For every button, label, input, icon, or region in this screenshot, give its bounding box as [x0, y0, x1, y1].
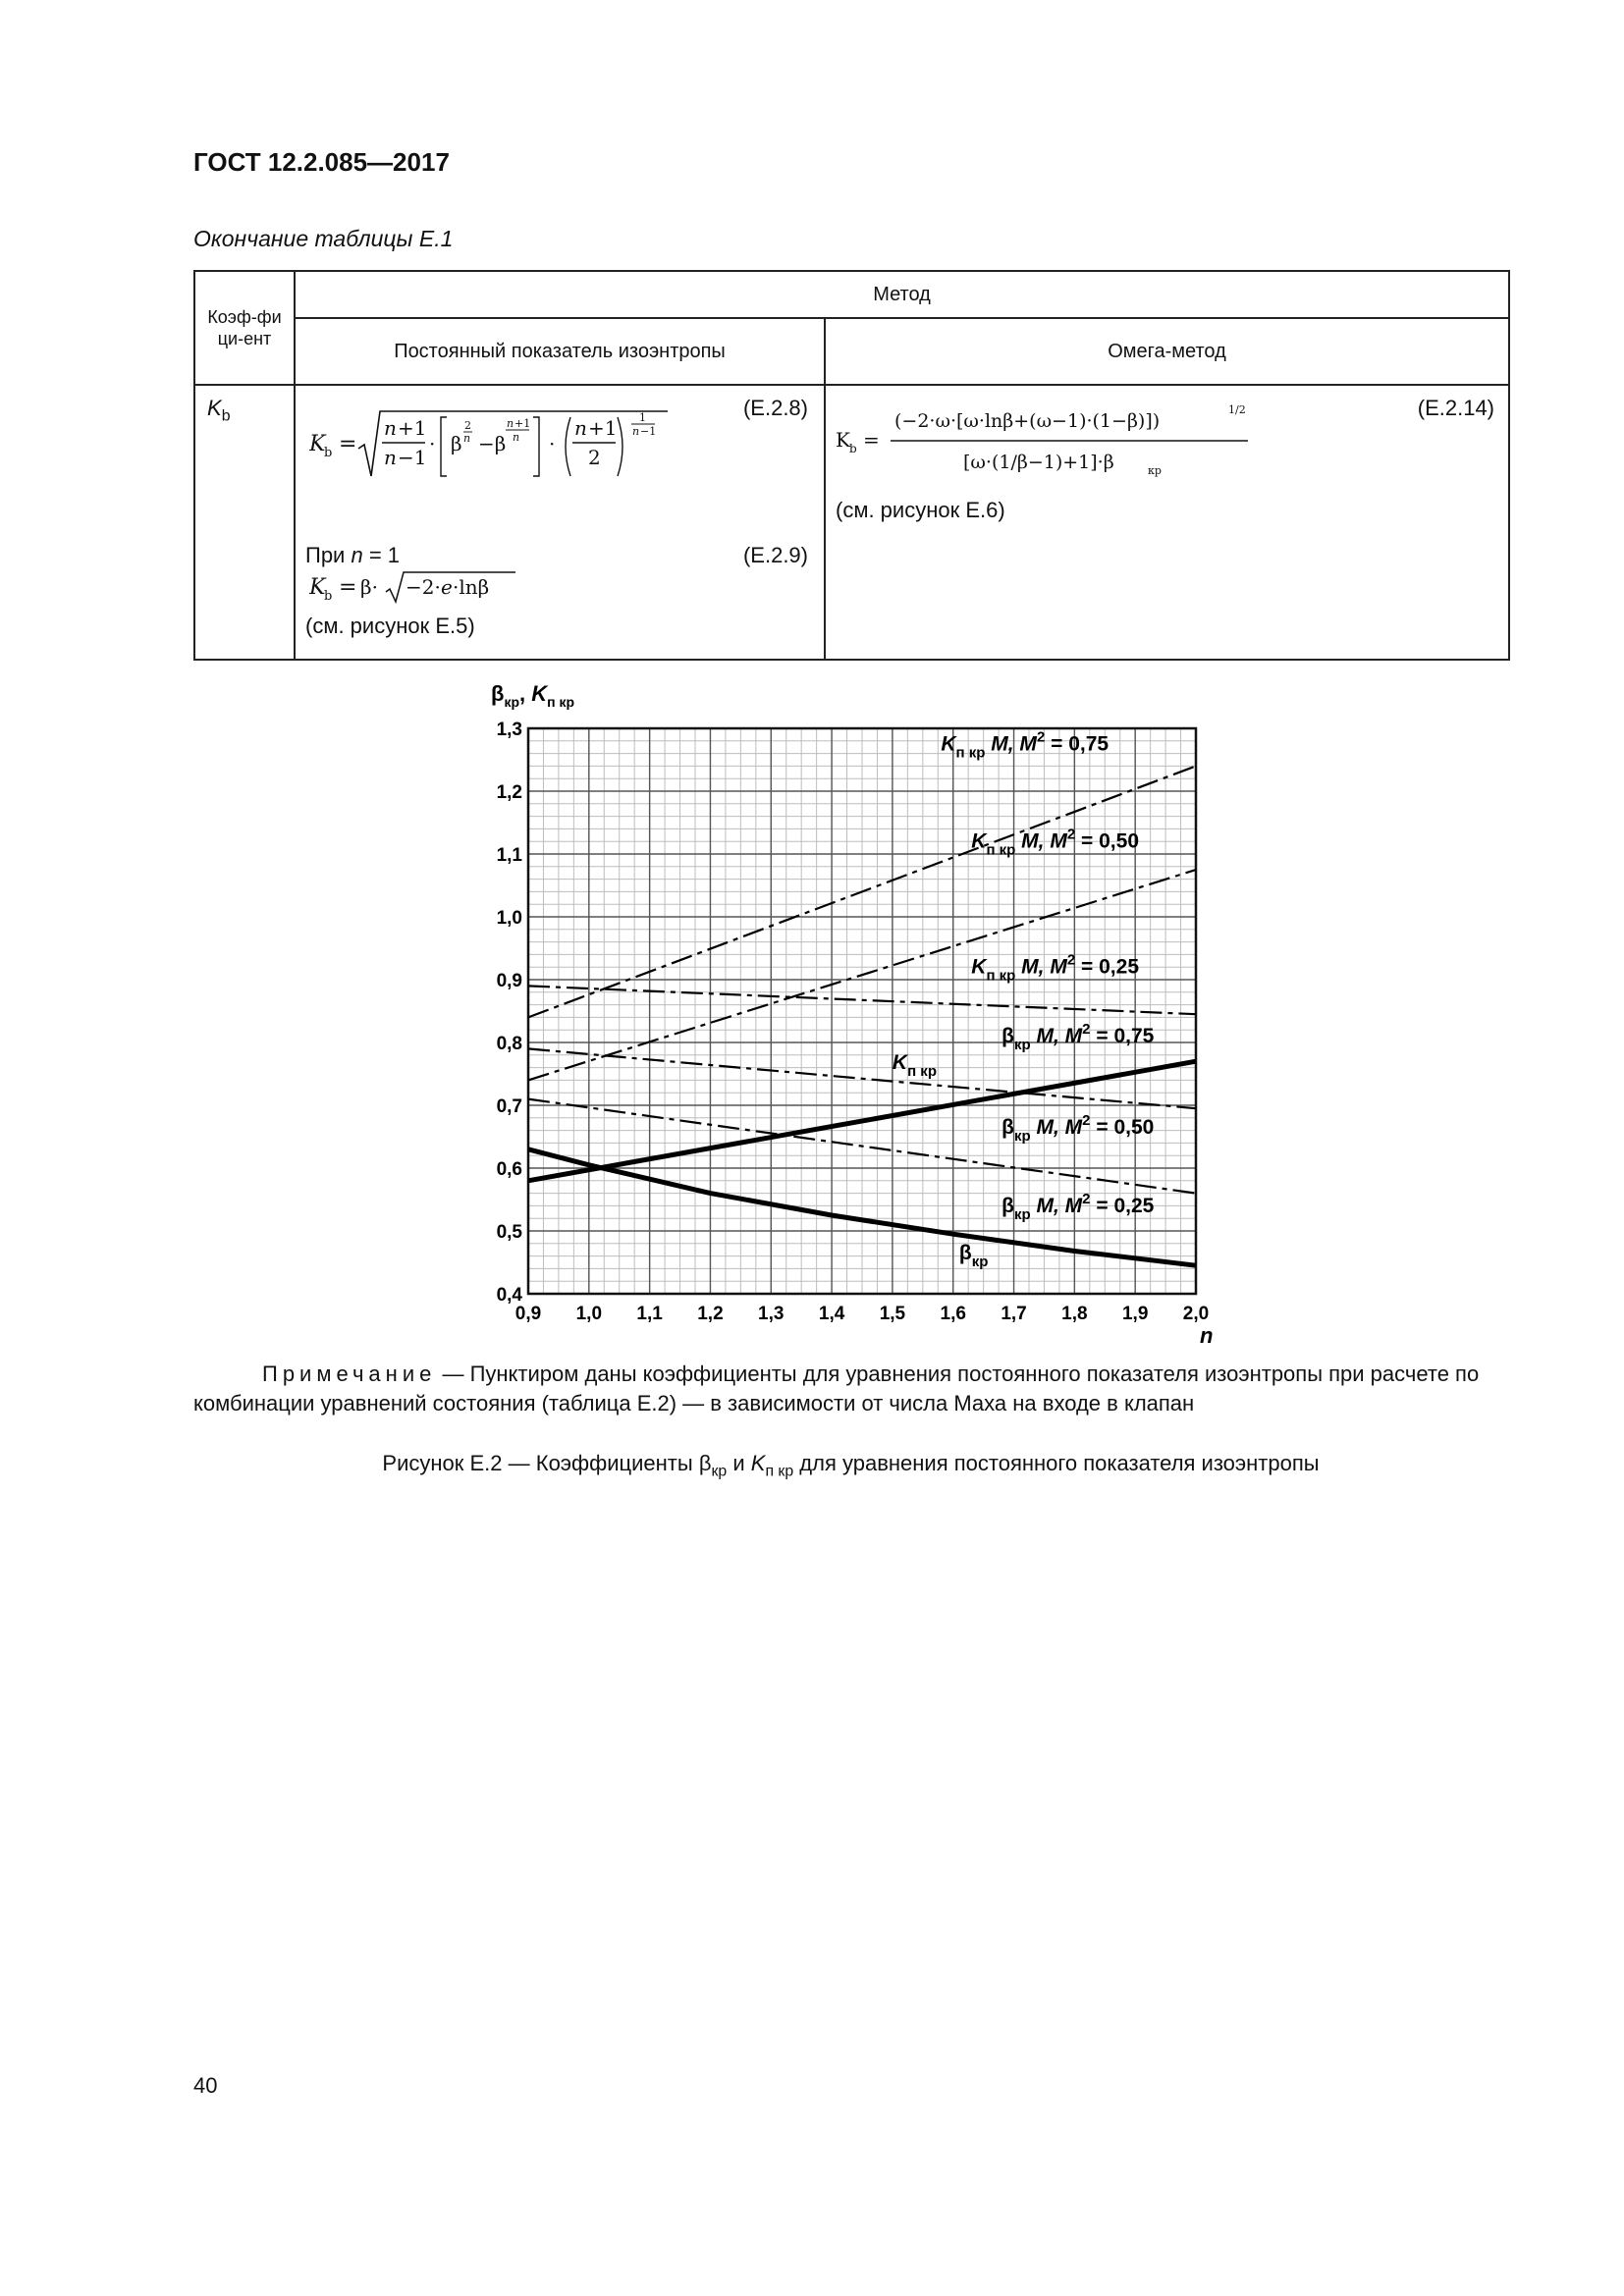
svg-text:b: b — [849, 442, 857, 455]
svg-text:n: n — [463, 432, 471, 445]
coef-cell — [194, 385, 295, 660]
y-tick-label: 0,8 — [496, 1034, 522, 1054]
y-tick-label: 0,4 — [496, 1285, 522, 1306]
formula-e29 — [309, 568, 535, 604]
svg-text:·: · — [429, 432, 436, 455]
x-tick-label: 0,9 — [514, 1304, 542, 1324]
svg-text:+1: +1 — [588, 416, 618, 440]
x-tick-label: 1,3 — [758, 1304, 785, 1324]
equation-number-e214: (Е.2.14) — [1417, 396, 1495, 420]
series-annotation: $\beta_{кр}$ M, $M^2 = 0,25$ — [1001, 1190, 1155, 1223]
svg-text:1: 1 — [639, 411, 646, 424]
series-annotation: $K_{п кр}$ M, $M^2 = 0,75$ — [941, 728, 1110, 762]
y-tick-label: 0,7 — [496, 1096, 522, 1117]
svg-text:=: = — [863, 428, 880, 452]
isentropic-cell — [295, 385, 825, 660]
page-number: 40 — [193, 2073, 218, 2098]
omega-cell — [825, 385, 1509, 660]
series-annotation: $\beta_{кр}$ M, $M^2 = 0,75$ — [1001, 1021, 1155, 1053]
x-axis-label: n — [1200, 1323, 1214, 1348]
x-tick-label: 1,4 — [818, 1304, 845, 1324]
x-tick-label: 1,1 — [636, 1304, 663, 1324]
svg-text:+1: +1 — [514, 417, 531, 430]
y-tick-label: 1,0 — [496, 908, 522, 929]
formula-e214 — [836, 401, 1268, 490]
svg-text:β·: β· — [360, 575, 378, 599]
svg-text:n: n — [384, 446, 397, 469]
note-paragraph — [193, 1360, 1508, 1418]
y-tick-label: 1,3 — [496, 720, 522, 740]
x-tick-label: 2,0 — [1182, 1304, 1210, 1324]
svg-text:K: K — [836, 428, 850, 452]
svg-text:β: β — [451, 432, 462, 455]
x-tick-label: 1,5 — [879, 1304, 906, 1324]
coef-column-header-text: Коэф-фици-ент — [207, 307, 282, 348]
series-annotation: $K_{п кр}$ — [892, 1050, 937, 1080]
svg-text:+1: +1 — [398, 416, 427, 440]
svg-text:2: 2 — [464, 419, 471, 432]
svg-text:n: n — [574, 416, 587, 440]
coef-column-header — [194, 271, 295, 385]
coefficients-table — [193, 270, 1510, 661]
svg-text:кр: кр — [1148, 464, 1162, 477]
y-tick-label: 0,5 — [496, 1222, 522, 1243]
svg-text:·: · — [549, 432, 556, 455]
svg-text:−1: −1 — [640, 425, 657, 438]
svg-text:−2·: −2· — [406, 575, 441, 599]
y-tick-label: 1,1 — [496, 845, 522, 866]
svg-text:(−2·ω·[ω·lnβ+(ω−1)·(1−β)]): (−2·ω·[ω·lnβ+(ω−1)·(1−β)]) — [894, 410, 1161, 432]
x-tick-label: 1,2 — [697, 1304, 724, 1324]
svg-text:−1: −1 — [398, 446, 427, 469]
omega-column-header: Омега-метод — [825, 318, 1509, 385]
x-tick-label: 1,7 — [1001, 1304, 1027, 1324]
svg-text:−β: −β — [478, 432, 507, 455]
x-tick-label: 1,9 — [1121, 1304, 1149, 1324]
svg-text:n: n — [384, 416, 397, 440]
svg-text:·lnβ: ·lnβ — [453, 575, 490, 599]
equation-number-e29: (Е.2.9) — [742, 543, 808, 567]
svg-text:n: n — [513, 431, 520, 444]
formula-e28 — [309, 400, 682, 488]
y-axis-label: $\beta_{кр}$, $K_{п кр}$ — [491, 681, 575, 710]
figure-reference-e6: (см. рисунок Е.6) — [836, 498, 1005, 522]
svg-text:n: n — [632, 425, 640, 438]
series-annotation: $K_{п кр}$ M, $M^2 = 0,25$ — [971, 951, 1140, 985]
x-tick-label: 1,8 — [1061, 1304, 1088, 1324]
y-tick-label: 0,6 — [496, 1159, 522, 1180]
svg-text:b: b — [324, 446, 333, 460]
series-annotation: $\beta_{кр}$ — [958, 1241, 989, 1270]
case-condition: При n = 1 — [305, 543, 401, 567]
document-header: ГОСТ 12.2.085—2017 — [193, 147, 450, 177]
svg-text:n: n — [507, 417, 514, 430]
svg-text:[ω·(1/β−1)+1]·β: [ω·(1/β−1)+1]·β — [963, 452, 1114, 473]
svg-text:2: 2 — [588, 446, 601, 469]
svg-text:K: K — [309, 575, 326, 600]
svg-text:=: = — [339, 575, 357, 600]
y-tick-label: 0,9 — [496, 971, 522, 991]
note-text: — Пунктиром даны коэффициенты для уравнения постоянного показателя изоэнтропы при расчете по комбинации уравнений состояния (таблица Е.2) — в зависимости от числа Маха на входе в клапан — [193, 1362, 1480, 1415]
x-tick-label: 1,0 — [575, 1304, 603, 1324]
series-annotation: $K_{п кр}$ M, $M^2 = 0,50$ — [971, 826, 1140, 859]
note-label: Примечание — [262, 1362, 437, 1386]
figure-reference-e5: (см. рисунок Е.5) — [305, 614, 475, 638]
table-caption: Окончание таблицы Е.1 — [193, 226, 454, 251]
series-annotation: $\beta_{кр}$ M, $M^2 = 0,50$ — [1001, 1111, 1155, 1145]
coef-symbol: $K_b$ — [207, 396, 231, 425]
equation-number-e28: (Е.2.8) — [742, 396, 808, 420]
svg-text:e: e — [441, 575, 453, 599]
svg-text:b: b — [324, 589, 333, 604]
svg-text:1/2: 1/2 — [1228, 403, 1246, 416]
figure-caption: Рисунок Е.2 — Коэффициенты $\beta_{кр}$ и $K_{п кр}$ для уравнения постоянного показателя изоэнтропы — [382, 1451, 1320, 1480]
svg-text:K: K — [309, 432, 326, 456]
isentropic-column-header: Постоянный показатель изоэнтропы — [295, 318, 825, 385]
x-tick-label: 1,6 — [940, 1304, 966, 1324]
svg-text:=: = — [339, 432, 357, 456]
y-tick-label: 1,2 — [496, 782, 522, 803]
method-header: Метод — [295, 271, 1509, 318]
coefficients-chart — [471, 673, 1257, 1351]
